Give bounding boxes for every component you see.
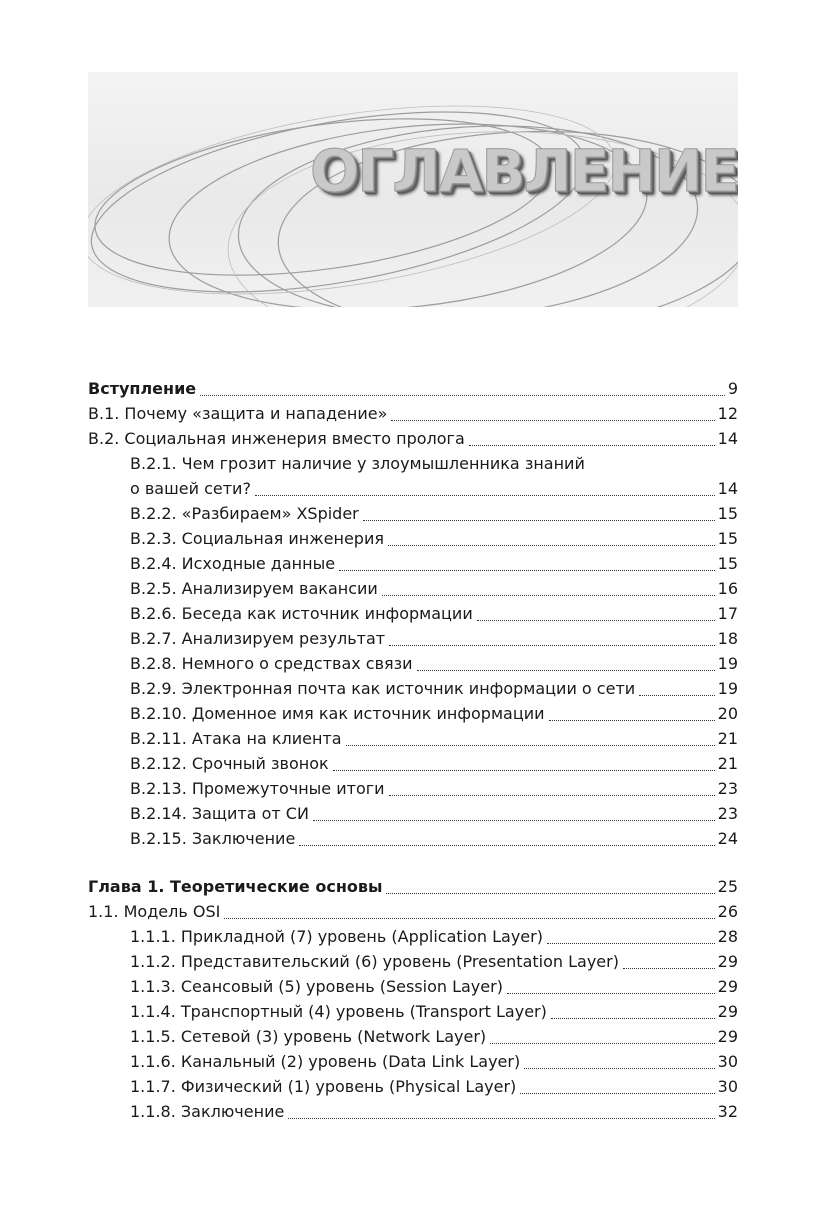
toc-entry-s112[interactable] <box>88 949 738 974</box>
toc-entry-title: 1.1.1. Прикладной (7) уровень (Application Layer) <box>130 927 543 946</box>
toc-entry-title: Вступление <box>88 379 197 398</box>
toc-entry-s116[interactable] <box>88 1049 738 1074</box>
toc-entry-v28[interactable] <box>88 651 738 676</box>
table-of-contents <box>88 376 738 1124</box>
dot-leader <box>363 519 715 521</box>
dot-leader <box>346 744 715 746</box>
toc-entry-title: В.1. Почему «защита и нападение» <box>88 404 388 423</box>
toc-entry-s111[interactable] <box>88 924 738 949</box>
toc-entry-page: 14 <box>717 429 738 448</box>
toc-entry-page: 26 <box>717 902 738 921</box>
toc-entry-title: 1.1.3. Сеансовый (5) уровень (Session Layer) <box>130 977 503 996</box>
toc-entry-v29[interactable] <box>88 676 738 701</box>
toc-entry-page: 24 <box>717 829 738 848</box>
toc-entry-v210[interactable] <box>88 701 738 726</box>
toc-entry-v21-line1[interactable] <box>88 451 738 476</box>
toc-entry-title: В.2.13. Промежуточные итоги <box>130 779 385 798</box>
toc-entry-page: 21 <box>717 754 738 773</box>
dot-leader <box>639 694 714 696</box>
toc-entry-page: 15 <box>717 529 738 548</box>
toc-entry-page: 17 <box>717 604 738 623</box>
toc-entry-page: 20 <box>717 704 738 723</box>
toc-entry-page: 29 <box>717 1002 738 1021</box>
toc-entry-title: В.2.2. «Разбираем» XSpider <box>130 504 359 523</box>
toc-entry-intro[interactable] <box>88 376 738 401</box>
toc-entry-v1[interactable] <box>88 401 738 426</box>
toc-entry-v21-line2[interactable] <box>88 476 738 501</box>
toc-entry-title: В.2.4. Исходные данные <box>130 554 336 573</box>
header-banner <box>88 72 738 307</box>
dot-leader <box>490 1042 714 1044</box>
toc-entry-page: 25 <box>717 877 738 896</box>
toc-entry-title: В.2.3. Социальная инженерия <box>130 529 384 548</box>
toc-entry-page: 18 <box>717 629 738 648</box>
toc-entry-title: 1.1.6. Канальный (2) уровень (Data Link Layer) <box>130 1052 521 1071</box>
dot-leader <box>224 917 714 919</box>
toc-entry-title: В.2.12. Срочный звонок <box>130 754 329 773</box>
dot-leader <box>549 719 715 721</box>
dot-leader <box>386 892 714 894</box>
toc-entry-page: 29 <box>717 977 738 996</box>
toc-entry-title: В.2.6. Беседа как источник информации <box>130 604 473 623</box>
toc-entry-v215[interactable] <box>88 826 738 851</box>
page-title: ОГЛАВЛЕНИЕ <box>310 137 738 205</box>
dot-leader <box>391 419 714 421</box>
dot-leader <box>469 444 715 446</box>
toc-entry-s118[interactable] <box>88 1099 738 1124</box>
toc-entry-title: В.2.10. Доменное имя как источник информации <box>130 704 545 723</box>
toc-entry-page: 28 <box>717 927 738 946</box>
toc-entry-v25[interactable] <box>88 576 738 601</box>
toc-entry-title: 1.1.5. Сетевой (3) уровень (Network Layer) <box>130 1027 487 1046</box>
toc-entry-page: 15 <box>717 504 738 523</box>
toc-entry-page: 30 <box>717 1052 738 1071</box>
dot-leader <box>339 569 715 571</box>
toc-entry-v211[interactable] <box>88 726 738 751</box>
toc-entry-title: 1.1.4. Транспортный (4) уровень (Transport Layer) <box>130 1002 547 1021</box>
toc-entry-page: 23 <box>717 804 738 823</box>
toc-entry-page: 14 <box>717 479 738 498</box>
dot-leader <box>389 794 715 796</box>
toc-entry-page: 9 <box>727 379 738 398</box>
toc-entry-title: В.2.9. Электронная почта как источник информации о сети <box>130 679 636 698</box>
dot-leader <box>507 992 715 994</box>
toc-entry-v212[interactable] <box>88 751 738 776</box>
dot-leader <box>313 819 715 821</box>
toc-entry-s11[interactable] <box>88 899 738 924</box>
toc-entry-page: 29 <box>717 1027 738 1046</box>
toc-entry-v213[interactable] <box>88 776 738 801</box>
dot-leader <box>524 1067 714 1069</box>
dot-leader <box>255 494 715 496</box>
toc-entry-page: 21 <box>717 729 738 748</box>
toc-entry-title: 1.1.8. Заключение <box>130 1102 285 1121</box>
dot-leader <box>333 769 715 771</box>
toc-entry-title: В.2.1. Чем грозит наличие у злоумышленника знаний <box>130 454 585 473</box>
dot-leader <box>623 967 715 969</box>
dot-leader <box>299 844 714 846</box>
toc-entry-page: 19 <box>717 654 738 673</box>
toc-entry-page: 19 <box>717 679 738 698</box>
toc-entry-title: В.2.7. Анализируем результат <box>130 629 386 648</box>
toc-entry-page: 30 <box>717 1077 738 1096</box>
dot-leader <box>288 1117 714 1119</box>
toc-entry-v214[interactable] <box>88 801 738 826</box>
dot-leader <box>200 394 725 396</box>
toc-entry-title: 1.1.2. Представительский (6) уровень (Presentation Layer) <box>130 952 619 971</box>
toc-entry-s113[interactable] <box>88 974 738 999</box>
toc-entry-s115[interactable] <box>88 1024 738 1049</box>
dot-leader <box>551 1017 715 1019</box>
toc-entry-v23[interactable] <box>88 526 738 551</box>
toc-entry-page: 12 <box>717 404 738 423</box>
toc-entry-page: 32 <box>717 1102 738 1121</box>
dot-leader <box>477 619 715 621</box>
toc-entry-title: В.2.14. Защита от СИ <box>130 804 309 823</box>
toc-entry-title: В.2.5. Анализируем вакансии <box>130 579 378 598</box>
toc-entry-page: 23 <box>717 779 738 798</box>
dot-leader <box>389 644 715 646</box>
toc-entry-v26[interactable] <box>88 601 738 626</box>
toc-entry-title: В.2.15. Заключение <box>130 829 296 848</box>
toc-entry-title: В.2. Социальная инженерия вместо пролога <box>88 429 465 448</box>
dot-leader <box>388 544 715 546</box>
toc-entry-v2[interactable] <box>88 426 738 451</box>
toc-entry-title: 1.1.7. Физический (1) уровень (Physical Layer) <box>130 1077 517 1096</box>
toc-entry-title: Глава 1. Теоретические основы <box>88 877 383 896</box>
toc-entry-title: 1.1. Модель OSI <box>88 902 221 921</box>
toc-entry-title: В.2.8. Немного о средствах связи <box>130 654 413 673</box>
toc-entry-s117[interactable] <box>88 1074 738 1099</box>
toc-entry-page: 16 <box>717 579 738 598</box>
dot-leader <box>417 669 715 671</box>
toc-entry-s114[interactable] <box>88 999 738 1024</box>
toc-entry-v24[interactable] <box>88 551 738 576</box>
toc-entry-ch1[interactable] <box>88 874 738 899</box>
toc-entry-title: о вашей сети? <box>130 479 251 498</box>
toc-entry-page: 29 <box>717 952 738 971</box>
toc-entry-v22[interactable] <box>88 501 738 526</box>
toc-entry-v27[interactable] <box>88 626 738 651</box>
dot-leader <box>547 942 715 944</box>
toc-entry-title: В.2.11. Атака на клиента <box>130 729 342 748</box>
dot-leader <box>520 1092 714 1094</box>
dot-leader <box>382 594 715 596</box>
toc-entry-page: 15 <box>717 554 738 573</box>
